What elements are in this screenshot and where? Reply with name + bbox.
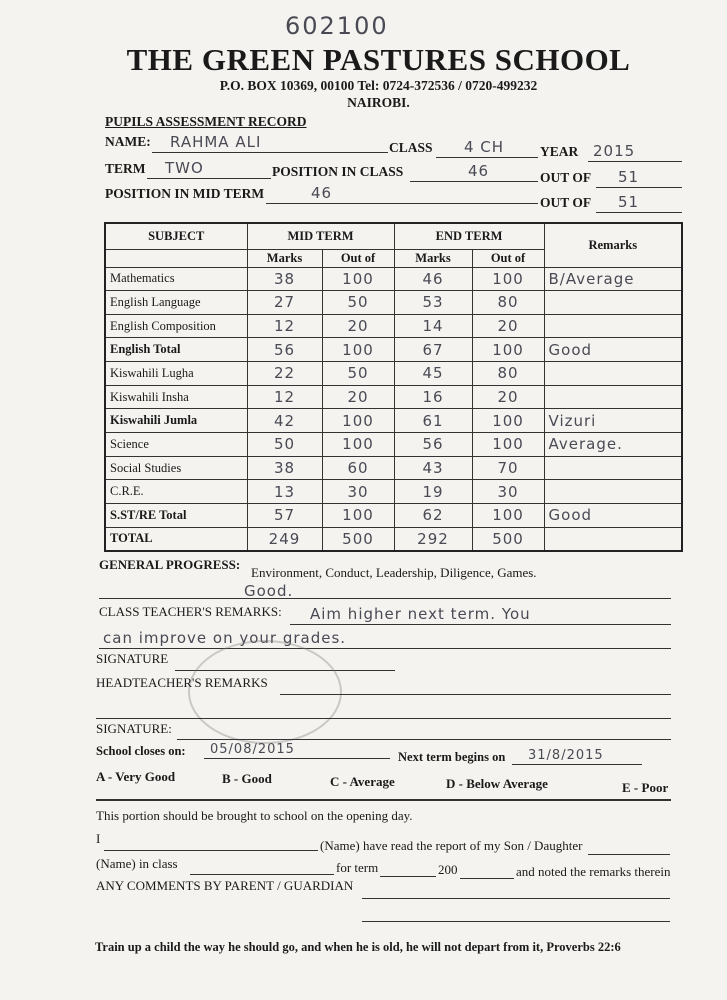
slip-term-field xyxy=(380,860,436,877)
marks-table xyxy=(104,222,683,552)
end-marks-value: 62 xyxy=(422,506,444,525)
end-marks-cell xyxy=(394,456,472,480)
next-term-label: Next term begins on xyxy=(398,750,506,764)
end-marks-value: 14 xyxy=(422,317,444,336)
remark-cell xyxy=(544,480,682,504)
mid-marks-value: 12 xyxy=(273,317,296,336)
mid-outof-cell xyxy=(322,409,394,433)
remark-cell xyxy=(544,409,682,433)
mid-marks-cell xyxy=(247,504,322,528)
table-row xyxy=(105,267,682,291)
class-teacher-line1 xyxy=(290,605,671,625)
slip-intro: This portion should be brought to school on the opening day. xyxy=(96,808,413,823)
end-outof-cell xyxy=(472,338,544,362)
term-value: TWO xyxy=(165,159,204,177)
mid-marks-cell xyxy=(247,527,322,551)
table-row xyxy=(105,480,682,504)
signature2-field xyxy=(177,723,671,740)
mid-marks-value: 38 xyxy=(273,269,296,288)
mid-marks-cell xyxy=(247,456,322,480)
general-progress-text: Environment, Conduct, Leadership, Diligence, Games. xyxy=(251,565,537,580)
midterm-position-value: 46 xyxy=(311,184,333,202)
general-progress-value: Good. xyxy=(244,582,294,600)
end-outof-value: 100 xyxy=(492,506,524,525)
mid-marks-cell xyxy=(247,314,322,338)
mid-outof-cell xyxy=(322,480,394,504)
mid-marks-value: 57 xyxy=(273,506,296,525)
grade-e: E - Poor xyxy=(622,780,669,795)
remark-cell xyxy=(544,362,682,386)
end-marks-cell xyxy=(394,338,472,362)
end-marks-cell xyxy=(394,362,472,386)
remark-cell xyxy=(544,456,682,480)
end-outof-cell xyxy=(472,291,544,315)
end-outof-cell xyxy=(472,527,544,551)
slip-class-field xyxy=(190,858,334,875)
mid-marks-value: 56 xyxy=(273,340,296,359)
remark-cell xyxy=(544,527,682,551)
end-outof-value: 100 xyxy=(492,411,524,430)
mid-outof-value: 50 xyxy=(347,364,369,383)
mid-marks-cell xyxy=(247,480,322,504)
year-label: YEAR xyxy=(540,144,579,159)
table-row xyxy=(105,527,682,551)
outof-field xyxy=(596,168,682,188)
next-term-value: 31/8/2015 xyxy=(528,748,604,763)
mid-outof-value: 100 xyxy=(342,506,374,525)
grade-a: A - Very Good xyxy=(96,769,176,784)
table-row xyxy=(105,291,682,315)
remark-cell xyxy=(544,385,682,409)
slip-for-term: for term xyxy=(336,860,379,875)
mid-marks-value: 249 xyxy=(268,529,301,548)
mid-marks-cell xyxy=(247,338,322,362)
end-marks-cell xyxy=(394,385,472,409)
record-title: PUPILS ASSESSMENT RECORD xyxy=(105,114,307,129)
end-outof-value: 100 xyxy=(492,340,524,359)
mid-marks-cell xyxy=(247,409,322,433)
end-marks-value: 67 xyxy=(422,340,444,359)
outof2-field xyxy=(596,193,682,213)
mid-outof-cell xyxy=(322,314,394,338)
header-subject: SUBJECT xyxy=(105,223,247,249)
end-marks-cell xyxy=(394,291,472,315)
end-outof-cell xyxy=(472,385,544,409)
class-value: 4 CH xyxy=(464,138,505,156)
midterm-position-field xyxy=(266,184,538,204)
table-row xyxy=(105,385,682,409)
position-field xyxy=(410,162,538,182)
slip-name-text: (Name) have read the report of my Son / Daughter xyxy=(320,838,583,853)
year-field xyxy=(588,142,682,162)
mid-marks-cell xyxy=(247,362,322,386)
mid-outof-value: 500 xyxy=(342,529,374,548)
headteacher-line2 xyxy=(96,702,671,719)
end-outof-value: 80 xyxy=(497,364,519,383)
slip-name-field xyxy=(104,834,318,851)
mid-marks-cell xyxy=(247,385,322,409)
slip-child-field xyxy=(588,838,670,855)
position-label: POSITION IN CLASS xyxy=(272,164,404,179)
midterm-position-label: POSITION IN MID TERM xyxy=(105,186,265,201)
outof-label: OUT OF xyxy=(540,170,592,185)
next-term-field xyxy=(512,748,642,765)
slip-class-text: (Name) in class xyxy=(96,856,178,871)
slip-i-label: I xyxy=(96,831,101,846)
mid-marks-value: 13 xyxy=(273,482,296,501)
end-outof-cell xyxy=(472,267,544,291)
mid-marks-value: 38 xyxy=(273,459,296,478)
mid-outof-value: 20 xyxy=(347,388,369,407)
table-row xyxy=(105,433,682,457)
closes-value: 05/08/2015 xyxy=(210,742,295,757)
subject-cell: English Total xyxy=(105,338,247,362)
subject-cell: Kiswahili Insha xyxy=(105,385,247,409)
year-value: 2015 xyxy=(593,142,636,160)
subject-cell: Kiswahili Jumla xyxy=(105,409,247,433)
end-outof-value: 100 xyxy=(492,269,524,288)
mid-outof-cell xyxy=(322,456,394,480)
end-marks-cell xyxy=(394,314,472,338)
mid-marks-value: 12 xyxy=(273,388,296,407)
end-marks-value: 45 xyxy=(422,364,444,383)
position-value: 46 xyxy=(468,162,490,180)
mid-outof-cell xyxy=(322,433,394,457)
end-outof-value: 70 xyxy=(497,459,519,478)
remark-cell xyxy=(544,291,682,315)
end-outof-cell xyxy=(472,433,544,457)
subject-cell: Mathematics xyxy=(105,267,247,291)
slip-comments-label: ANY COMMENTS BY PARENT / GUARDIAN xyxy=(96,878,354,893)
serial-number: 602100 xyxy=(285,12,389,40)
motto: Train up a child the way he should go, and when he is old, he will not depart from it, Proverbs 22:6 xyxy=(95,940,621,954)
end-outof-cell xyxy=(472,504,544,528)
mid-outof-cell xyxy=(322,291,394,315)
end-marks-value: 53 xyxy=(422,293,444,312)
general-progress-field xyxy=(99,582,671,599)
header-mid-marks: Marks xyxy=(247,249,322,267)
remark-value: Good xyxy=(548,340,593,359)
mid-outof-value: 60 xyxy=(347,459,369,478)
subject-cell: English Language xyxy=(105,291,247,315)
signature2-label: SIGNATURE: xyxy=(96,721,172,736)
end-marks-cell xyxy=(394,504,472,528)
term-label: TERM xyxy=(105,161,146,176)
mid-outof-cell xyxy=(322,385,394,409)
name-value: RAHMA ALI xyxy=(170,133,262,151)
school-name: THE GREEN PASTURES SCHOOL xyxy=(126,42,631,77)
header-remarks: Remarks xyxy=(544,223,682,267)
remark-value: B/Average xyxy=(548,269,635,288)
mid-outof-cell xyxy=(322,362,394,386)
end-marks-value: 292 xyxy=(417,529,449,548)
class-teacher-line2 xyxy=(99,629,671,649)
table-row xyxy=(105,409,682,433)
school-address: P.O. BOX 10369, 00100 Tel: 0724-372536 / 0720-499232 xyxy=(219,78,538,93)
slip-comments-line2 xyxy=(362,905,670,922)
header-mid-term: MID TERM xyxy=(247,223,394,249)
subject-cell: Social Studies xyxy=(105,456,247,480)
signature-label: SIGNATURE xyxy=(96,651,169,666)
mid-outof-value: 50 xyxy=(347,293,369,312)
slip-noted: and noted the remarks therein xyxy=(516,864,671,879)
mid-outof-value: 20 xyxy=(347,317,369,336)
end-marks-value: 46 xyxy=(422,269,444,288)
outof2-label: OUT OF xyxy=(540,195,592,210)
mid-outof-cell xyxy=(322,338,394,362)
class-label: CLASS xyxy=(389,140,433,155)
class-teacher-remark-2: can improve on your grades. xyxy=(103,629,347,647)
grade-d: D - Below Average xyxy=(446,776,548,791)
mid-marks-cell xyxy=(247,291,322,315)
slip-comments-line1 xyxy=(362,882,670,899)
table-row xyxy=(105,504,682,528)
grade-c: C - Average xyxy=(330,774,395,789)
mid-marks-value: 27 xyxy=(273,293,296,312)
slip-year-field xyxy=(460,862,514,879)
end-outof-value: 100 xyxy=(492,435,524,454)
remark-value: Average. xyxy=(548,435,623,454)
subject-cell: Kiswahili Lugha xyxy=(105,362,247,386)
end-marks-value: 56 xyxy=(422,435,444,454)
mid-outof-value: 100 xyxy=(342,411,374,430)
subject-cell: S.ST/RE Total xyxy=(105,504,247,528)
end-marks-value: 61 xyxy=(422,411,444,430)
mid-outof-cell xyxy=(322,267,394,291)
mid-marks-cell xyxy=(247,433,322,457)
end-marks-cell xyxy=(394,433,472,457)
closes-label: School closes on: xyxy=(96,744,186,758)
remark-value: Vizuri xyxy=(548,411,597,430)
mid-marks-value: 22 xyxy=(273,364,296,383)
header-mid-outof: Out of xyxy=(322,249,394,267)
header-end-marks: Marks xyxy=(394,249,472,267)
remark-cell xyxy=(544,314,682,338)
closes-field xyxy=(204,742,390,759)
end-marks-cell xyxy=(394,409,472,433)
mid-outof-value: 100 xyxy=(342,435,374,454)
end-marks-cell xyxy=(394,267,472,291)
end-outof-cell xyxy=(472,480,544,504)
mid-outof-value: 100 xyxy=(342,269,374,288)
remark-cell xyxy=(544,433,682,457)
mid-outof-cell xyxy=(322,504,394,528)
end-outof-cell xyxy=(472,456,544,480)
headteacher-line1 xyxy=(280,678,671,695)
term-field xyxy=(147,159,271,179)
header-blank xyxy=(105,249,247,267)
remark-value: Good xyxy=(548,506,593,525)
end-outof-value: 500 xyxy=(492,529,524,548)
class-teacher-remark-1: Aim higher next term. You xyxy=(310,605,531,623)
remark-cell xyxy=(544,267,682,291)
end-marks-value: 19 xyxy=(422,482,444,501)
subject-cell: C.R.E. xyxy=(105,480,247,504)
end-outof-value: 20 xyxy=(497,317,519,336)
end-marks-value: 43 xyxy=(422,459,444,478)
mid-outof-cell xyxy=(322,527,394,551)
end-outof-cell xyxy=(472,409,544,433)
header-end-outof: Out of xyxy=(472,249,544,267)
mid-marks-value: 50 xyxy=(273,435,296,454)
mid-marks-cell xyxy=(247,267,322,291)
mid-outof-value: 30 xyxy=(347,482,369,501)
name-label: NAME: xyxy=(105,134,151,149)
slip-year-text: 200 xyxy=(438,862,458,877)
end-outof-value: 80 xyxy=(497,293,519,312)
end-marks-cell xyxy=(394,480,472,504)
general-progress-label: GENERAL PROGRESS: xyxy=(99,557,241,572)
end-outof-cell xyxy=(472,314,544,338)
remark-cell xyxy=(544,338,682,362)
subject-cell: TOTAL xyxy=(105,527,247,551)
subject-cell: Science xyxy=(105,433,247,457)
table-row xyxy=(105,362,682,386)
end-marks-cell xyxy=(394,527,472,551)
name-field xyxy=(152,133,388,153)
remark-cell xyxy=(544,504,682,528)
school-city: NAIROBI. xyxy=(347,95,410,110)
outof2-value: 51 xyxy=(618,193,640,211)
outof-value: 51 xyxy=(618,168,640,186)
class-field xyxy=(436,138,538,158)
grade-b: B - Good xyxy=(222,771,272,786)
headteacher-label: HEADTEACHER'S REMARKS xyxy=(96,675,268,690)
class-teacher-label: CLASS TEACHER'S REMARKS: xyxy=(99,604,282,619)
header-end-term: END TERM xyxy=(394,223,544,249)
mid-outof-value: 100 xyxy=(342,340,374,359)
table-row xyxy=(105,338,682,362)
end-marks-value: 16 xyxy=(422,388,444,407)
table-row xyxy=(105,456,682,480)
mid-marks-value: 42 xyxy=(273,411,296,430)
table-row xyxy=(105,314,682,338)
end-outof-value: 20 xyxy=(497,388,519,407)
subject-cell: English Composition xyxy=(105,314,247,338)
end-outof-value: 30 xyxy=(497,482,519,501)
divider xyxy=(96,799,671,801)
end-outof-cell xyxy=(472,362,544,386)
